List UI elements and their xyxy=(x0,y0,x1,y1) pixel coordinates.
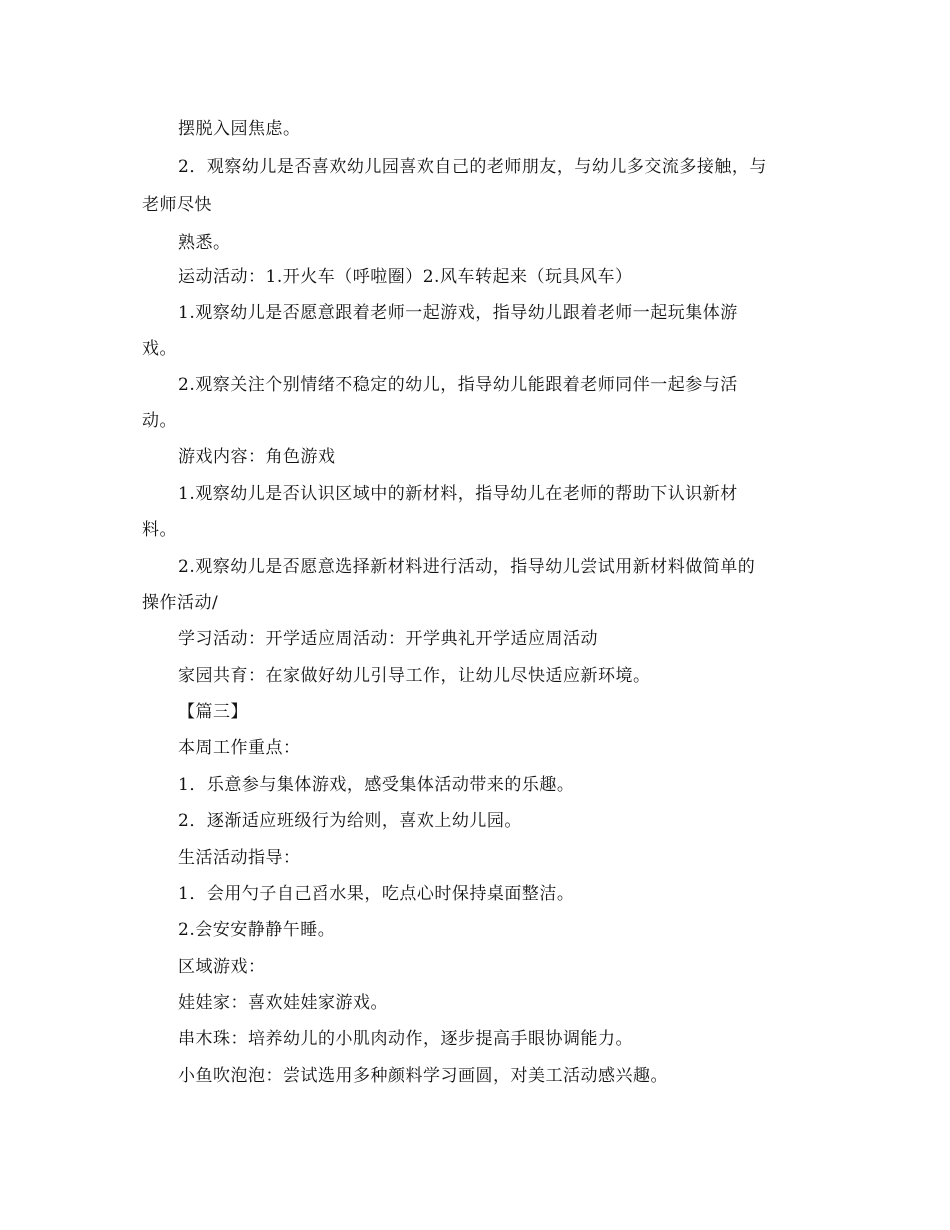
text-line: 本周工作重点： xyxy=(178,738,301,758)
text-line: 料。 xyxy=(142,520,177,540)
text-line: 区域游戏： xyxy=(178,957,266,977)
text-line: 2.观察关注个别情绪不稳定的幼儿，指导幼儿能跟着老师同伴一起参与活 xyxy=(178,375,738,395)
text-line: 生活活动指导： xyxy=(178,848,301,868)
text-line: 家园共育：在家做好幼儿引导工作，让幼儿尽快适应新环境。 xyxy=(178,666,651,686)
text-line: 小鱼吹泡泡：尝试选用多种颜料学习画圆，对美工活动感兴趣。 xyxy=(178,1066,668,1086)
text-line: 戏。 xyxy=(142,339,177,359)
text-line: 熟悉。 xyxy=(178,233,231,253)
text-line: 学习活动：开学适应周活动：开学典礼开学适应周活动 xyxy=(178,629,598,649)
text-line: 1.观察幼儿是否愿意跟着老师一起游戏，指导幼儿跟着老师一起玩集体游 xyxy=(178,303,738,323)
text-line: 1.观察幼儿是否认识区域中的新材料，指导幼儿在老师的帮助下认识新材 xyxy=(178,484,738,504)
text-line: 2.观察幼儿是否愿意选择新材料进行活动，指导幼儿尝试用新材料做简单的 xyxy=(178,557,756,577)
text-line: 游戏内容：角色游戏 xyxy=(178,447,336,467)
text-line: 2．观察幼儿是否喜欢幼儿园喜欢自己的老师朋友，与幼儿多交流多接触，与 xyxy=(178,157,767,177)
text-line: 老师尽快 xyxy=(142,195,212,215)
text-line: 1．乐意参与集体游戏，感受集体活动带来的乐趣。 xyxy=(178,775,575,795)
text-line: 运动活动：1.开火车（呼啦圈）2.风车转起来（玩具风车） xyxy=(178,267,633,287)
text-line: 动。 xyxy=(142,411,177,431)
text-line: 2.会安安静静午睡。 xyxy=(178,920,336,940)
text-line: 2．逐渐适应班级行为给则，喜欢上幼儿园。 xyxy=(178,811,522,831)
text-line: 操作活动/ xyxy=(142,593,219,613)
text-line: 娃娃家：喜欢娃娃家游戏。 xyxy=(178,993,388,1013)
section-heading: 【篇三】 xyxy=(178,702,248,722)
text-line: 1．会用勺子自己舀水果，吃点心时保持桌面整洁。 xyxy=(178,884,575,904)
text-line: 串木珠：培养幼儿的小肌肉动作，逐步提高手眼协调能力。 xyxy=(178,1029,633,1049)
text-line: 摆脱入园焦虑。 xyxy=(178,119,301,139)
